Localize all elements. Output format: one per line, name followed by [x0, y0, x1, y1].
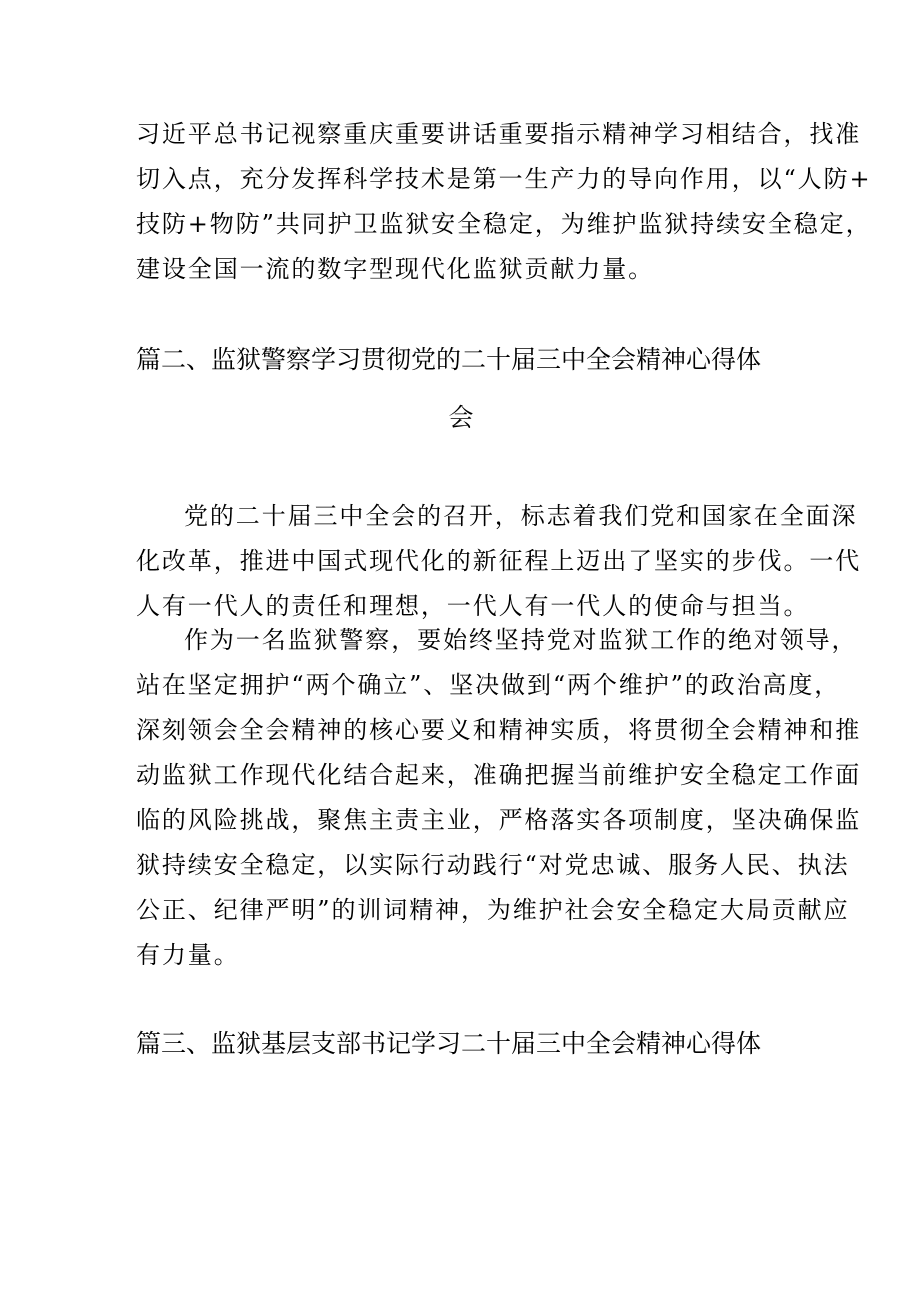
- paragraph-line: 有力量。: [136, 941, 240, 969]
- paragraph-line: 建设全国一流的数字型现代化监狱贡献力量。: [136, 255, 654, 283]
- section-heading-continuation: 会: [448, 403, 474, 432]
- paragraph-line: 动监狱工作现代化结合起来，准确把握当前维护安全稳定工作面: [136, 761, 862, 789]
- section-heading-line: 篇二、监狱警察学习贯彻党的二十届三中全会精神心得体: [136, 345, 762, 374]
- paragraph-line: 深刻领会全会精神的核心要义和精神实质，将贯彻全会精神和推: [136, 716, 862, 744]
- paragraph-line: 习近平总书记视察重庆重要讲话重要指示精神学习相结合，找准: [136, 120, 862, 148]
- paragraph-line: 切入点，充分发挥科学技术是第一生产力的导向作用，以“人防+: [136, 165, 872, 193]
- paragraph-line: 站在坚定拥护“两个确立”、坚决做到“两个维护”的政治高度，: [136, 671, 841, 699]
- section-heading-line: 篇三、监狱基层支部书记学习二十届三中全会精神心得体: [136, 1029, 762, 1058]
- paragraph-line: 狱持续安全稳定，以实际行动践行“对党忠诚、服务人民、执法: [136, 851, 850, 879]
- paragraph-line: 作为一名监狱警察，要始终坚持党对监狱工作的绝对领导，: [184, 626, 858, 654]
- paragraph-line: 临的风险挑战，聚焦主责主业，严格落实各项制度，坚决确保监: [136, 806, 862, 834]
- paragraph-line: 人有一代人的责任和理想，一代人有一代人的使命与担当。: [136, 592, 810, 620]
- paragraph-line: 党的二十届三中全会的召开，标志着我们党和国家在全面深: [184, 502, 858, 530]
- paragraph-line: 公正、纪律严明”的训词精神，为维护社会安全稳定大局贡献应: [136, 896, 850, 924]
- paragraph-line: 技防+物防”共同护卫监狱安全稳定，为维护监狱持续安全稳定，: [136, 210, 872, 238]
- paragraph-line: 化改革，推进中国式现代化的新征程上迈出了坚实的步伐。一代: [136, 547, 862, 575]
